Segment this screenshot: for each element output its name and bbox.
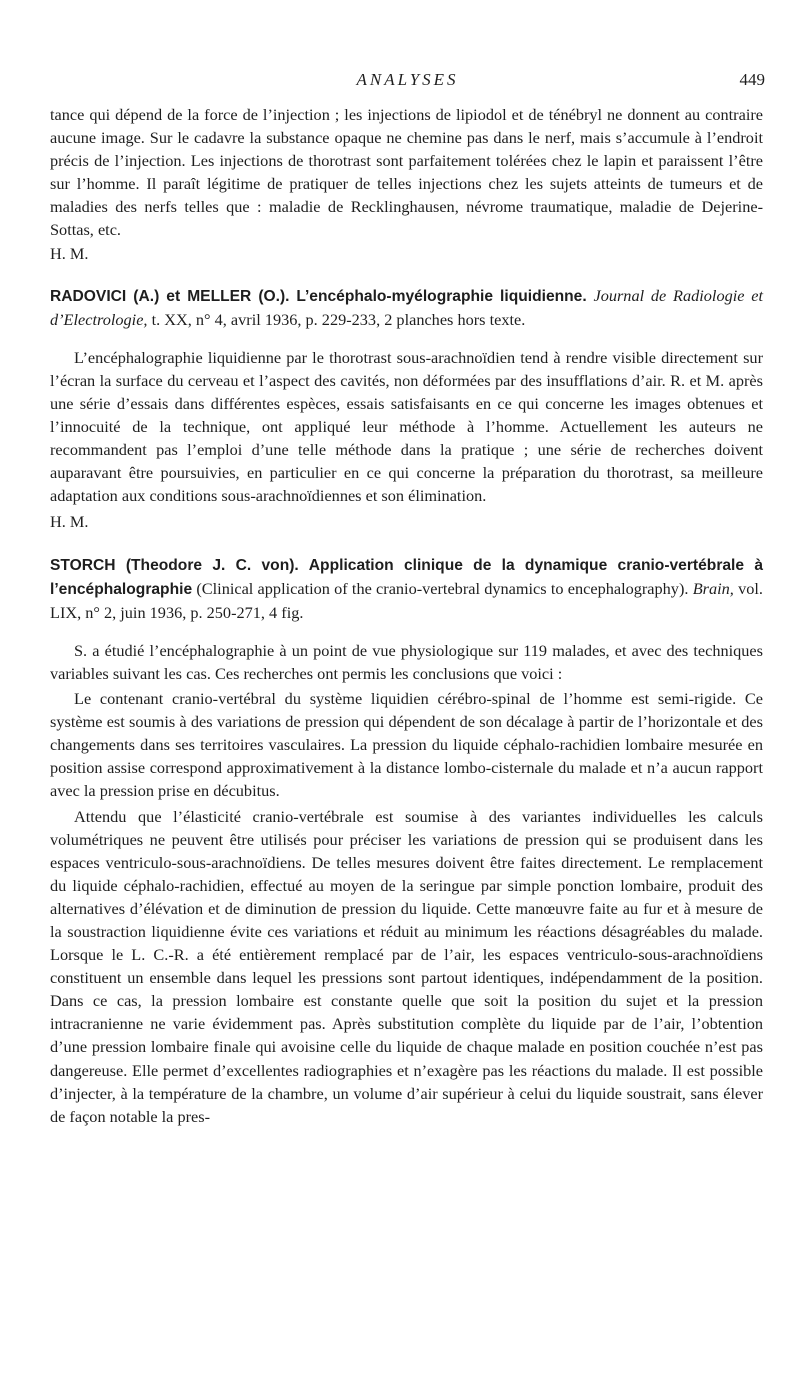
- reviewer-initials: H. M.: [50, 511, 89, 531]
- entry-paragraph: Attendu que l’élasticité cranio-vertébrale est soumise à des variantes individuelles les calculs volumétriques ne peuvent être utilisés pour préciser les variations de pression qui se produisent dans les espaces ventriculo-sous-arachnoïdiens. De telles mesures doivent être faites directement. Le remplacement du liquide céphalo-rachidien, effectué au moyen de la seringue par simple ponction lombaire, produit des alternatives d’élévation et de diminution de pression du liquide. Cette manœuvre faite au fur et à mesure de la soustraction liquidienne évite ces variations et réduit au minimum les réactions désagréables du malade. Lorsque le L. C.-R. a été entièrement remplacé par de l’air, les espaces ventriculo-sous-arachnoïdiens constituent un ensemble dans lequel les pressions sont partout identiques, indépendamment de la position. Dans ce cas, la pression lombaire est constante quelle que soit la position du sujet et la pression intracranienne ne varie évidemment pas. Après substitution complète du liquide par de l’air, l’obtention d’une pression lombaire finale qui avoisine celle du liquide de chaque malade en position couchée n’est pas dangereuse. Elle permet d’excellentes radiographies et n’exagère pas les réactions du malade. Il est possible d’injecter, à la température de la chambre, un volume d’air supérieur à celui du liquide soustrait, sans élever de façon notable la pres-: [50, 806, 763, 1126]
- page-header: [50, 70, 765, 94]
- entry-authors: STORCH (Theodore J. C. von).: [50, 556, 299, 574]
- entry-paragraph: Le contenant cranio-vertébral du système liquidien cérébro-spinal de l’homme est semi-rigide. Ce système est soumis à des variations de pression qui dépendent de son décalage à partir de l’horizontale et des changements dans ses territoires vasculaires. La pression du liquide céphalo-rachidien lombaire mesurée en position assise correspond approximativement à la distance lombo-cisternale du malade et n’a aucun rapport avec la pression prise en décubitus.: [50, 689, 763, 801]
- entry-title: Application clinique de la dynamique cranio-vertébrale à l’encéphalographie: [50, 556, 764, 598]
- entry-authors: RADOVICI (A.) et MELLER (O.).: [50, 287, 290, 305]
- entry-journal: Journal de Radiologie et d’Electrologie,: [50, 285, 764, 329]
- page-number: 449: [739, 70, 765, 89]
- entry-body: [50, 639, 763, 1128]
- entry-citation: [50, 284, 763, 331]
- entry-reference: t. XX, n° 4, avril 1936, p. 229-233, 2 planches hors texte.: [151, 309, 526, 329]
- page-content: [50, 103, 763, 1128]
- reviewer-initials: H. M.: [50, 243, 89, 263]
- review-entry-radovici: [50, 284, 763, 533]
- review-entry-storch: [50, 553, 763, 1128]
- entry-paragraph: L’encéphalographie liquidienne par le thorotrast sous-arachnoïdien tend à rendre visible directement sur l’écran la surface du cerveau et l’aspect des cavités, non déformées par des insufflations d’air. R. et M. après une série d’essais dans différentes espèces, essais satisfaisants en ce qui concerne les images obtenues et l’innocuité de la technique, ont appliqué leur méthode à l’homme. Actuellement les auteurs ne recommandent pas l’emploi d’une telle méthode dans la pratique ; une série de recherches doivent auparavant être poursuivies, en particulier en ce qui concerne la préparation du thorotrast, sa meilleure adaptation aux conditions sous-arachnoïdiennes et son élimination.: [50, 347, 763, 506]
- running-title: ANALYSES: [356, 70, 459, 89]
- continuation-paragraph: tance qui dépend de la force de l’injection ; les injections de lipiodol et de ténébryl ne donnent au contraire aucune image. Sur le cadavre la substance opaque ne chemine pas dans le nerf, mais s’accumule à l’endroit précis de l’injection. Les injections de thorotrast sont parfaitement tolérées chez le lapin et paraissent l’être sur l’homme. Il paraît légitime de pratiquer de telles injections chez les sujets atteints de tumeurs et de maladies des nerfs telles que : maladie de Recklinghausen, névrome traumatique, maladie de Dejerine-Sottas, etc.: [50, 105, 763, 240]
- entry-body: [50, 346, 763, 533]
- entry-paragraph: S. a étudié l’encéphalographie à un point de vue physiologique sur 119 malades, et avec des techniques variables suivant les cas. Ces recherches ont permis les conclusions que voici :: [50, 640, 763, 683]
- entry-reference: vol. LIX, n° 2, juin 1936, p. 250-271, 4 fig.: [50, 578, 763, 622]
- entry-title: L’encéphalo-myélographie liquidienne.: [296, 287, 587, 305]
- entry-citation: [50, 553, 763, 624]
- entry-journal: Brain,: [692, 578, 734, 598]
- entry-subtitle: (Clinical application of the cranio-vertebral dynamics to encephalography).: [196, 578, 689, 598]
